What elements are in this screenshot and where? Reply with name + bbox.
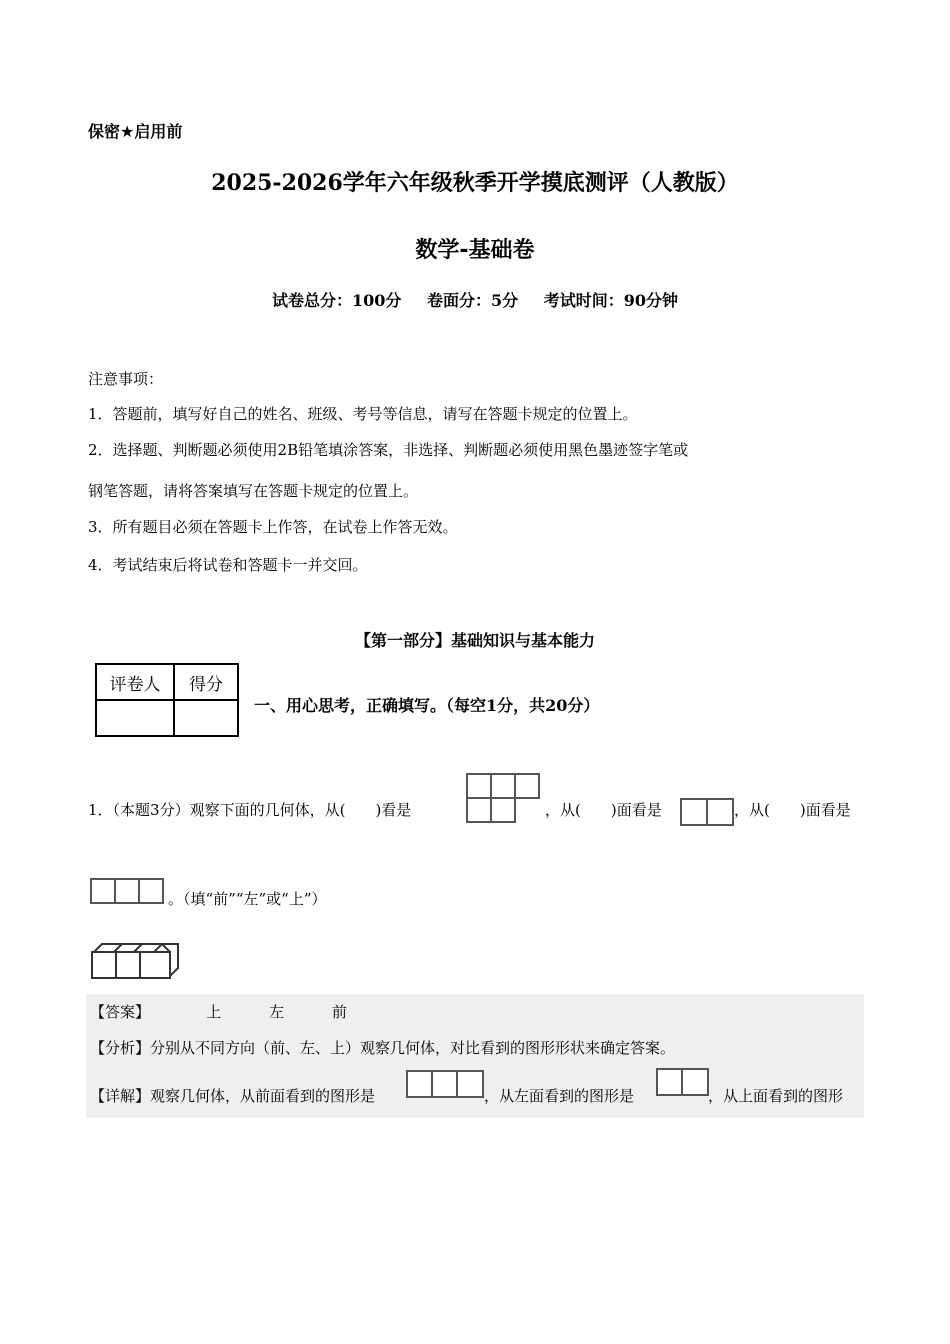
grader-table	[95, 663, 239, 737]
solid-figure	[90, 938, 182, 982]
score-cell[interactable]	[174, 700, 238, 736]
exam-time: 考试时间：90分钟	[543, 291, 678, 310]
detail-figure-front	[406, 1070, 484, 1098]
exam-meta	[0, 288, 950, 311]
score-header: 得分	[174, 664, 238, 700]
answer-value: 前	[331, 1003, 347, 1021]
detail-text-3: ，从上面看到的图形	[708, 1087, 844, 1105]
notice-item: 4．考试结束后将试卷和答题卡一并交回。	[88, 556, 368, 574]
question-text-2: ，从( )面看是	[545, 801, 662, 819]
grader-cell[interactable]	[96, 700, 174, 736]
section-title: 一、用心思考，正确填写。（每空1分，共20分）	[254, 696, 600, 715]
detail-figure-left	[656, 1068, 708, 1096]
question-text-1: 1．（本题3分）观察下面的几何体，从( )看是	[88, 801, 412, 819]
analysis-line: 【分析】分别从不同方向（前、左、上）观察几何体，对比看到的图形形状来确定答案。	[90, 1039, 676, 1057]
grader-header: 评卷人	[96, 664, 174, 700]
detail-text-1: 【详解】观察几何体，从前面看到的图形是	[90, 1087, 376, 1105]
detail-text-2: ，从左面看到的图形是	[484, 1087, 635, 1105]
view-figure-top	[466, 773, 542, 823]
total-score: 试卷总分：100分	[272, 291, 402, 310]
answer-label: 【答案】	[90, 1003, 151, 1021]
notice-item: 2．选择题、判断题必须使用2B铅笔填涂答案，非选择、判断题必须使用黑色墨迹签字笔或	[88, 441, 689, 459]
question-hint: 。（填“前”“左”或“上”）	[168, 890, 327, 908]
exam-subtitle: 数学-基础卷	[415, 238, 535, 263]
part-heading: 【第一部分】基础知识与基本能力	[354, 631, 595, 650]
question-text-3: ，从( )面看是	[734, 801, 851, 819]
paper-score: 卷面分：5分	[426, 291, 519, 310]
answer-value: 左	[269, 1003, 285, 1021]
view-figure-front	[90, 878, 164, 904]
view-figure-left	[680, 798, 732, 826]
confidential-label: 保密★启用前	[88, 122, 183, 141]
notice-item: 1．答题前，填写好自己的姓名、班级、考号等信息，请写在答题卡规定的位置上。	[88, 405, 638, 423]
notice-heading: 注意事项：	[88, 370, 164, 388]
notice-item: 钢笔答题，请将答案填写在答题卡规定的位置上。	[88, 482, 419, 500]
exam-title: 2025-2026学年六年级秋季开学摸底测评（人教版）	[211, 170, 739, 196]
answer-line	[90, 1001, 368, 1022]
answer-value: 上	[206, 1003, 222, 1021]
notice-item: 3．所有题目必须在答题卡上作答，在试卷上作答无效。	[88, 518, 458, 536]
